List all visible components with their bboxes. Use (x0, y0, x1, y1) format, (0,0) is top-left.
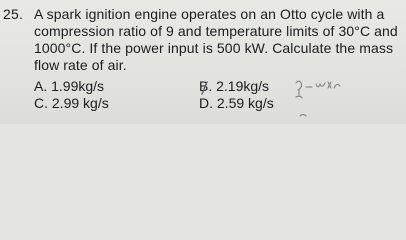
handwritten-scribble (296, 81, 340, 116)
question-text-line-2: compression ratio of 9 and temperature limits of 30°C and (34, 23, 398, 39)
question-text-line-4: flow rate of air. (34, 57, 127, 73)
question-text-line-1: A spark ignition engine operates on an Otto cycle with a (34, 6, 385, 22)
choice-c: C. 2.99 kg/s (34, 95, 109, 111)
question-text-line-3: 1000°C. If the power input is 500 kW. Calculate the mass (34, 40, 394, 56)
question-number: 25. (3, 6, 24, 22)
choice-d: D. 2.59 kg/s (199, 95, 274, 111)
choice-b: B. 2.19kg/s (199, 78, 270, 94)
choice-a: A. 1.99kg/s (34, 78, 105, 94)
